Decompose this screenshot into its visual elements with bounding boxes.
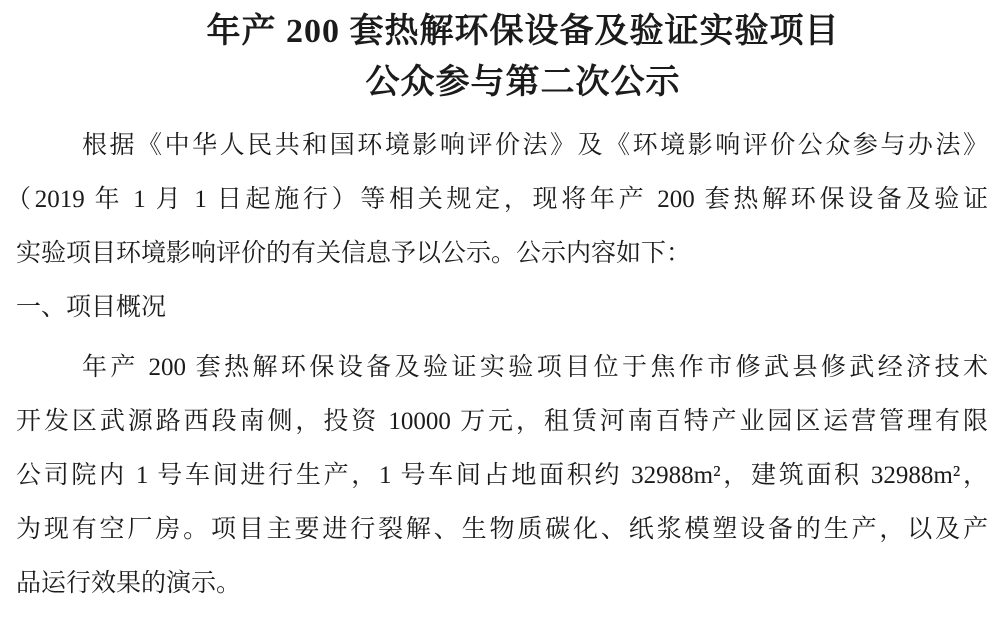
paragraph2-line5: 品运行效果的演示。	[16, 570, 242, 597]
paragraph1-line2: （2019 年 1 月 1 日起施行）等相关规定，现将年产 200 套热解环保设备及验证	[6, 186, 988, 213]
title-line-2: 公众参与第二次公示	[365, 64, 681, 101]
document-title	[0, 6, 1000, 108]
paragraph2-line1: 年产 200 套热解环保设备及验证实验项目位于焦作市修武县修武经济技术	[82, 354, 988, 381]
document-body	[6, 119, 988, 611]
paragraph2-line2: 开发区武源路西段南侧，投资 10000 万元，租赁河南百特产业园区运营管理有限	[16, 408, 988, 435]
paragraph1-line1: 根据《中华人民共和国环境影响评价法》及《环境影响评价公众参与办法》	[82, 132, 988, 159]
paragraph2-line4: 为现有空厂房。项目主要进行裂解、生物质碳化、纸浆模塑设备的生产，以及产	[16, 516, 988, 543]
title-line-1: 年产 200 套热解环保设备及验证实验项目	[206, 13, 840, 50]
section-heading-1: 一、项目概况	[16, 294, 167, 321]
paragraph1-line3: 实验项目环境影响评价的有关信息予以公示。公示内容如下：	[16, 240, 692, 267]
paragraph2-line3: 公司院内 1 号车间进行生产，1 号车间占地面积约 32988m²，建筑面积 32988m²，	[16, 462, 988, 489]
